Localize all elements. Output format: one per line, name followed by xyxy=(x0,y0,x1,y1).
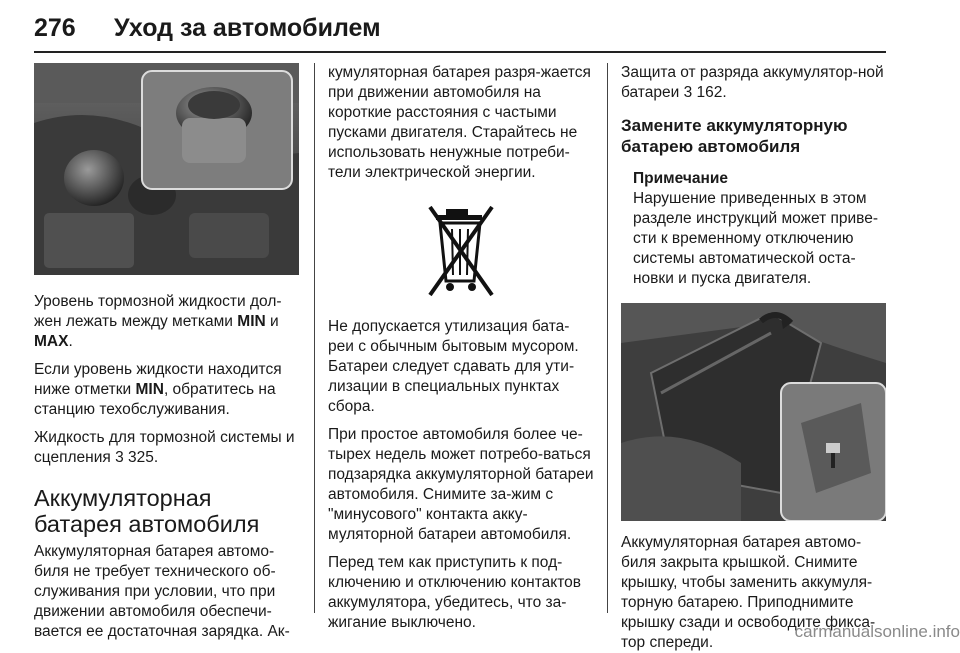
section-heading-replace-battery: Замените аккумуляторную батарею автомобиля xyxy=(621,116,848,156)
engine-bay-illustration xyxy=(34,63,299,275)
page-reference-link[interactable]: 3 325. xyxy=(115,449,159,466)
column-1 xyxy=(34,63,299,642)
paragraph-low-level: Если уровень жидкости находится ниже отметки MIN, обратитесь на станцию техобслуживания. xyxy=(34,361,282,418)
header-rule xyxy=(34,51,886,53)
paragraph-ignition: Перед тем как приступить к под-ключению и отключению контактов аккумулятора, убедитесь, что за-жигание выключено. xyxy=(328,554,582,631)
paragraph-fluid-ref: Жидкость для тормозной системы и сцепления 3 325. xyxy=(34,429,295,466)
page-header xyxy=(34,14,886,54)
brake-fluid-reservoir-photo xyxy=(34,63,299,275)
paragraph-discharge-protection: Защита от разряда аккумулятор-ной батареи 3 162. xyxy=(621,64,884,101)
min-mark: MIN xyxy=(237,313,266,330)
battery-cover-illustration xyxy=(621,303,886,521)
caption-brake-fluid: Уровень тормозной жидкости дол-жен лежать между метками MIN и MAX. xyxy=(34,293,282,350)
note-box xyxy=(633,169,886,289)
max-mark: MAX xyxy=(34,333,69,350)
watermark: carmanualsonline.info xyxy=(794,622,960,641)
paragraph-disposal: Не допускается утилизация бата-реи с обычным бытовым мусором. Батареи следует сдавать для ути-лизации в специальных пунктах сбора. xyxy=(328,318,579,415)
column-divider xyxy=(607,63,608,613)
section-heading-battery: Аккумуляторная батарея автомобиля xyxy=(34,485,260,537)
note-text: Нарушение приведенных в этом разделе инструкций может приве-сти к временному отключению системы автоматической оста-новки и пуска двигателя. xyxy=(633,190,878,287)
column-divider xyxy=(314,63,315,613)
column-3 xyxy=(621,63,886,653)
paragraph-battery-maintenance: Аккумуляторная батарея автомо-биля не требует технического об-служивания при условии, что при движении автомобиля обеспечи-вается ее достаточная зарядка. Ак- xyxy=(34,543,290,640)
page-reference-link[interactable]: 3 162. xyxy=(683,84,727,101)
note-title: Примечание xyxy=(633,170,728,187)
crossed-bin-icon xyxy=(426,199,496,303)
paragraph-short-trips: кумуляторная батарея разря-жается при движении автомобиля на короткие расстояния с частыми пусками двигателя. Старайтесь не использовать ненужные потреби-тели электрической энергии. xyxy=(328,64,591,181)
battery-cover-photo xyxy=(621,303,886,521)
column-2 xyxy=(328,63,594,633)
page-title: Уход за автомобилем xyxy=(114,14,381,42)
recycling-symbol xyxy=(328,199,594,303)
paragraph-battery-cover: Аккумуляторная батарея автомо-биля закрыта крышкой. Снимите крышку, чтобы заменить аккумуля-торную батарею. Приподнимите крышку сзади и освободите фикса-тор спереди. xyxy=(621,534,876,651)
page-number: 276 xyxy=(34,14,76,42)
paragraph-storage: При простое автомобиля более че-тырех недель может потребо-ваться подзарядка аккумуляторной батареи автомобиля. Снимите за-жим с "минусового" контакта акку-муляторной батареи автомобиля. xyxy=(328,426,594,543)
